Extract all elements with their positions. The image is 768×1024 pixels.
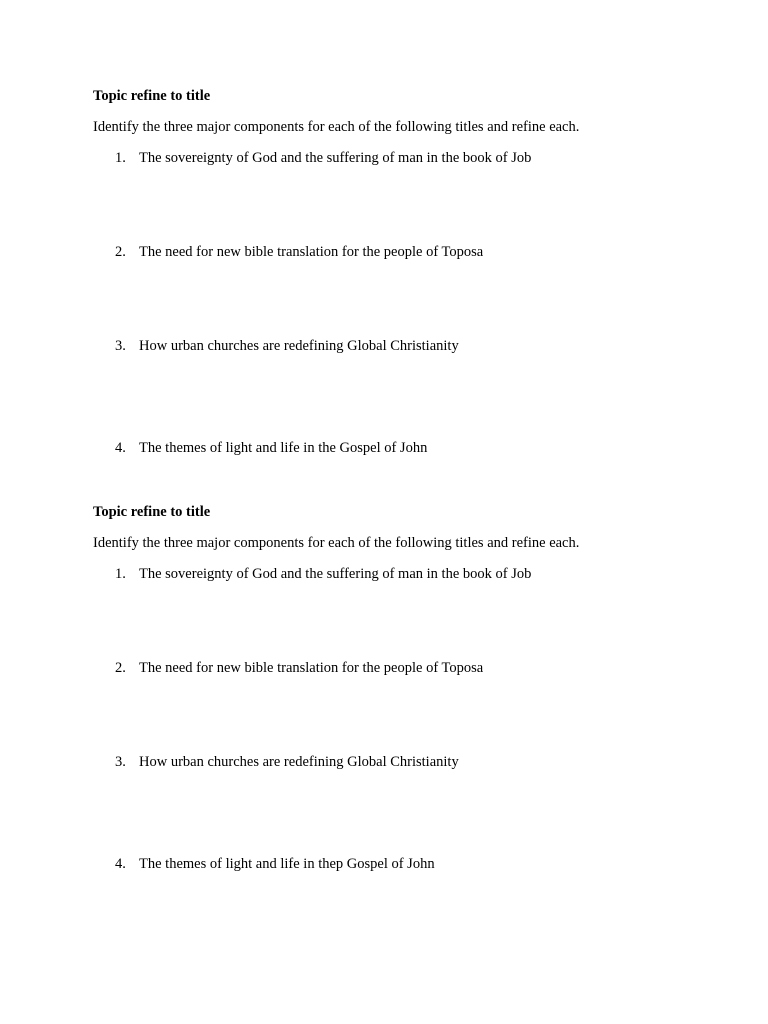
section-instructions: Identify the three major components for each of the following titles and refine each. (93, 119, 580, 135)
list-item-number: 4. (115, 440, 126, 456)
list-item (115, 752, 459, 772)
list-item-text: The themes of light and life in the Gospel of John (139, 440, 428, 456)
list-item-text: The need for new bible translation for the people of Toposa (139, 660, 484, 676)
section-heading: Topic refine to title (93, 88, 211, 104)
list-item-text: The need for new bible translation for the people of Toposa (139, 244, 484, 260)
section-heading: Topic refine to title (93, 504, 211, 520)
list-item-number: 1. (115, 566, 126, 582)
section-instructions: Identify the three major components for each of the following titles and refine each. (93, 535, 580, 551)
list-item (115, 242, 483, 262)
list-item-text: The sovereignty of God and the suffering of man in the book of Job (139, 566, 532, 582)
list-item-number: 2. (115, 244, 126, 260)
list-item-text: The sovereignty of God and the suffering of man in the book of Job (139, 150, 532, 166)
list-item (115, 148, 531, 168)
list-item (115, 854, 435, 874)
list-item-number: 2. (115, 660, 126, 676)
list-item-text: The themes of light and life in thep Gospel of John (139, 856, 435, 872)
list-item-text: How urban churches are redefining Global Christianity (139, 754, 459, 770)
list-item-number: 3. (115, 338, 126, 354)
list-item-number: 1. (115, 150, 126, 166)
list-item (115, 658, 483, 678)
assignment-section (93, 502, 713, 872)
list-item (115, 564, 531, 584)
assignment-section (93, 86, 713, 456)
list-item-text: How urban churches are redefining Global Christianity (139, 338, 459, 354)
list-item (115, 336, 459, 356)
list-item-number: 4. (115, 856, 126, 872)
list-item (115, 438, 427, 458)
list-item-number: 3. (115, 754, 126, 770)
